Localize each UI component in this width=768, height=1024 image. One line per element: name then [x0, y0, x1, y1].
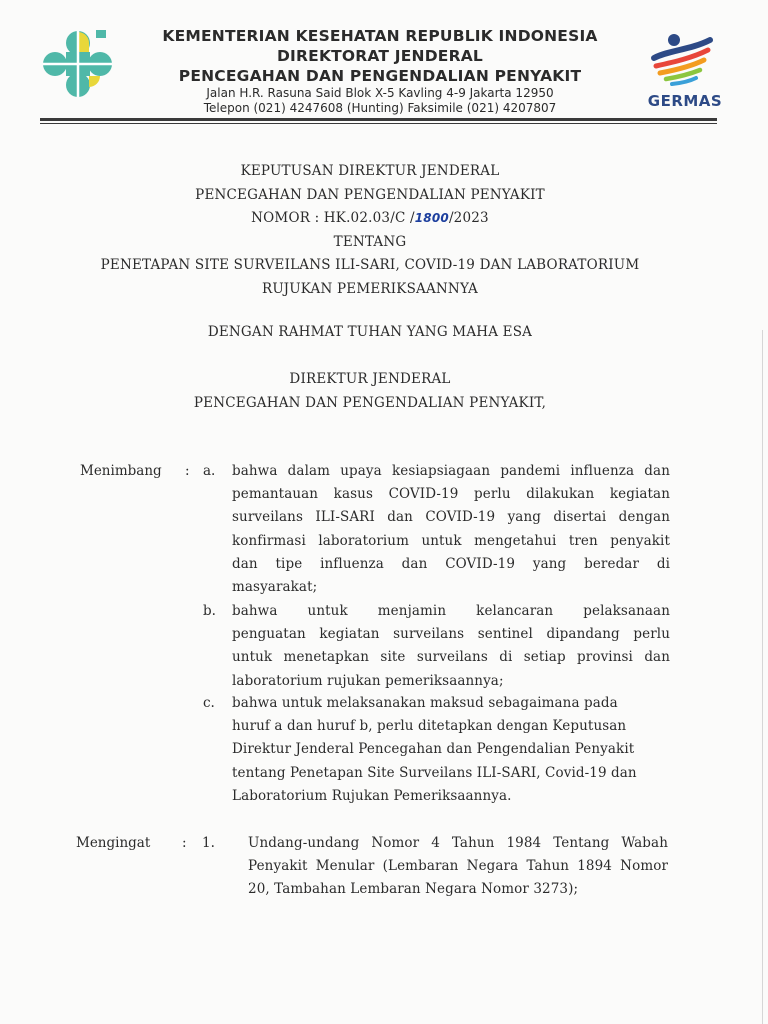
text-line: masyarakat; — [232, 579, 318, 596]
text-line: Laboratorium Rujukan Pemeriksaannya. — [232, 787, 512, 804]
text-line: untuk menetapkan site surveilans di setiap provinsi dan — [232, 649, 670, 666]
decree-number — [60, 207, 680, 231]
menimbang-colon: : — [185, 463, 190, 479]
menimbang-item-b — [232, 600, 670, 693]
mengingat-item-1 — [248, 832, 668, 902]
ministry-name: KEMENTERIAN KESEHATAN REPUBLIK INDONESIA — [162, 27, 598, 45]
text-line: 20, Tambahan Lembaran Negara Nomor 3273); — [248, 881, 579, 898]
decree-number-handwritten: 1800 — [414, 211, 449, 225]
text-line: penguatan kegiatan surveilans sentinel dipandang perlu — [232, 626, 670, 643]
ministry-logo — [38, 26, 118, 102]
item-marker-c: c. — [203, 695, 215, 711]
decree-number-prefix: NOMOR : HK.02.03/C / — [251, 210, 415, 226]
letterhead — [0, 0, 768, 130]
text-line: dan tipe influenza dan COVID-19 yang beredar di — [232, 555, 670, 572]
authority-line-2: PENCEGAHAN DAN PENGENDALIAN PENYAKIT, — [193, 394, 547, 411]
text-line: bahwa untuk menjamin kelancaran pelaksanaan — [232, 603, 670, 619]
menimbang-item-a — [232, 460, 670, 599]
decree-title — [60, 160, 680, 301]
title-line-2: PENCEGAHAN DAN PENGENDALIAN PENYAKIT — [195, 186, 545, 203]
text-line: bahwa dalam upaya kesiapsiagaan pandemi influenza dan — [232, 463, 670, 479]
title-about: TENTANG — [333, 233, 407, 250]
invocation: DENGAN RAHMAT TUHAN YANG MAHA ESA — [207, 324, 533, 340]
text-line: Undang-undang Nomor 4 Tahun 1984 Tentang Wabah — [248, 835, 668, 851]
letterhead-rule-thin — [40, 123, 717, 124]
subject-line-1: PENETAPAN SITE SURVEILANS ILI-SARI, COVID-19 DAN LABORATORIUM — [100, 257, 640, 273]
address: Jalan H.R. Rasuna Said Blok X-5 Kavling 4-9 Jakarta 12950 — [206, 86, 554, 100]
germas-label: GERMAS — [647, 92, 723, 110]
text-line: laboratorium rujukan pemeriksaannya; — [232, 672, 504, 689]
title-line-1: KEPUTUSAN DIREKTUR JENDERAL — [240, 163, 500, 179]
authority-line-1: DIREKTUR JENDERAL — [289, 371, 451, 387]
germas-figure-icon — [640, 28, 730, 90]
phone-fax: Telepon (021) 4247608 (Hunting) Faksimile (021) 4207807 — [203, 101, 557, 115]
text-line: Penyakit Menular (Lembaran Negara Tahun 1894 Nomor — [248, 858, 668, 875]
page-edge-shadow — [762, 330, 763, 1024]
subject-line-2: RUJUKAN PEMERIKSAANNYA — [262, 280, 478, 297]
menimbang-item-c — [232, 692, 670, 808]
decree-number-suffix: /2023 — [448, 210, 489, 226]
item-marker-a: a. — [203, 463, 216, 479]
directorate-name: DIREKTORAT JENDERAL — [276, 47, 483, 65]
mengingat-colon: : — [182, 835, 187, 851]
text-line: huruf a dan huruf b, perlu ditetapkan dengan Keputusan — [232, 718, 627, 735]
directorate-subname: PENCEGAHAN DAN PENGENDALIAN PENYAKIT — [178, 67, 582, 85]
mengingat-label: Mengingat — [76, 835, 151, 851]
text-line: tentang Penetapan Site Surveilans ILI-SARI, Covid-19 dan — [232, 764, 637, 781]
item-marker-1: 1. — [202, 835, 215, 851]
authority-block — [60, 368, 680, 415]
letterhead-text — [130, 26, 630, 116]
text-line: bahwa untuk melaksanakan maksud sebagaimana pada — [232, 695, 618, 711]
letterhead-rule — [40, 118, 717, 121]
text-line: pemantauan kasus COVID-19 perlu dilakukan kegiatan — [232, 486, 670, 503]
germas-logo — [640, 28, 730, 112]
menimbang-label: Menimbang — [80, 463, 162, 479]
text-line: konfirmasi laboratorium untuk mengetahui tren penyakit — [232, 532, 670, 549]
item-marker-b: b. — [203, 603, 216, 619]
text-line: Direktur Jenderal Pencegahan dan Pengendalian Penyakit — [232, 741, 635, 758]
text-line: surveilans ILI-SARI dan COVID-19 yang disertai dengan — [232, 509, 670, 526]
